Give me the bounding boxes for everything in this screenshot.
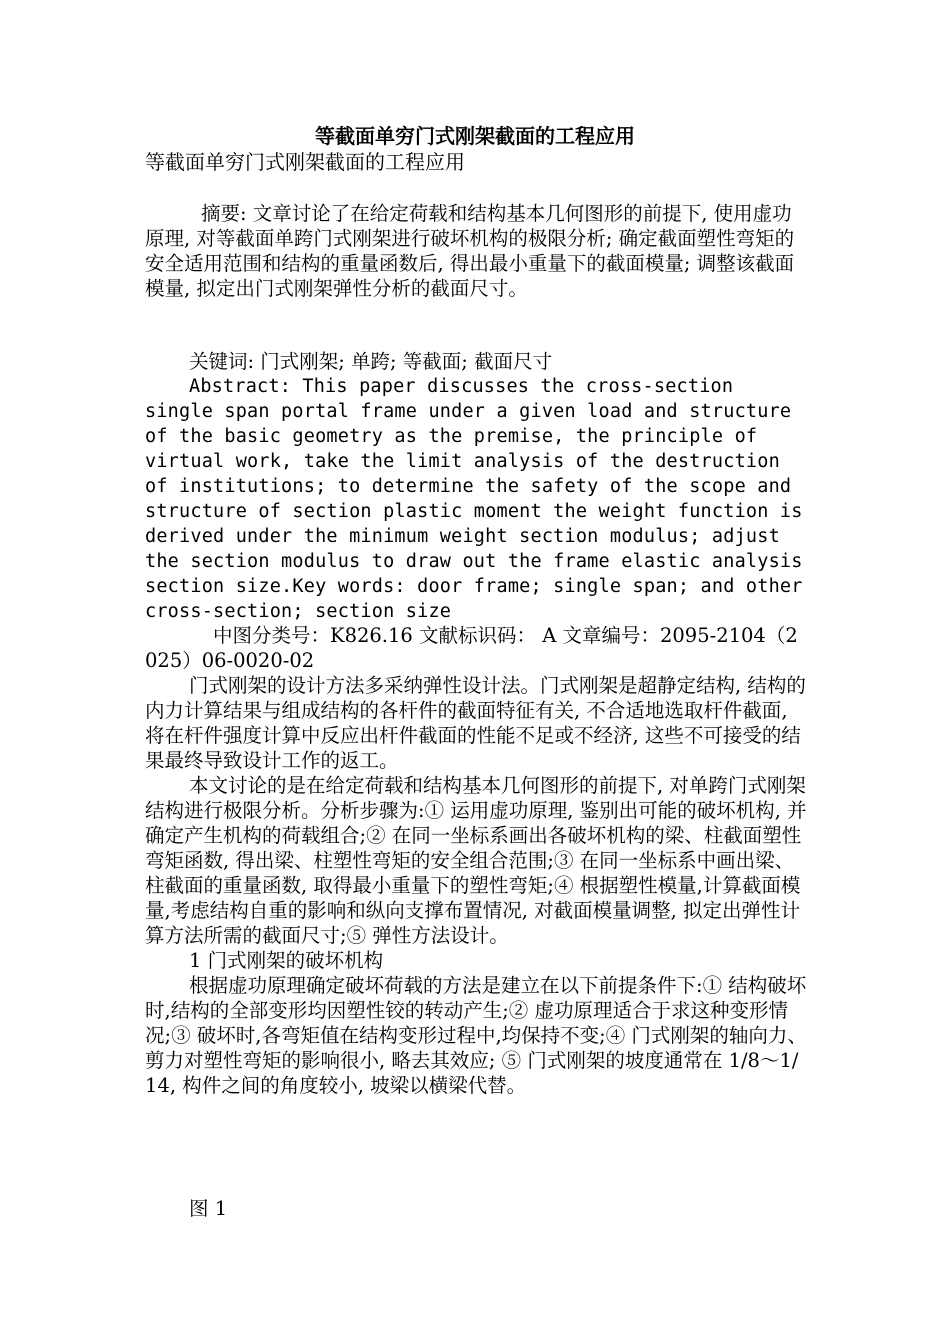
classification-info: 中图分类号：K826.16 文献标识码： A 文章编号：2095-2104（2025）06-0020-02 — [145, 624, 798, 672]
abstract-english: Abstract: This paper discusses the cross-section single span portal frame under a given load and structure of the basic geometry as the premise, the principle of virtual work, take the limit analysis of the destruction of institutions; to determine the safety of the scope and structure of section plastic moment the weight function is derived under the minimum weight section modulus; adjust the section modulus to draw out the frame elastic analysis section size.Key words: door frame; single span; and other cross-section; section size — [145, 376, 803, 622]
figure-label: 图 1 — [189, 1197, 228, 1220]
keywords: 关键词: 门式刚架; 单跨; 等截面; 截面尺寸 — [189, 350, 553, 373]
document-title: 等截面单穷门式刚架截面的工程应用 — [315, 124, 635, 148]
document-subtitle: 等截面单穷门式刚架截面的工程应用 — [145, 150, 465, 174]
abstract-chinese: 摘要: 文章讨论了在给定荷载和结构基本几何图形的前提下, 使用虚功原理, 对等截面单跨门式刚架进行破坏机构的极限分析; 确定截面塑性弯矩的安全适用范围和结构的重量函数后, 得出最小重量下的截面模量; 调整该截面模量, 拟定出门式刚架弹性分析的截面尺寸。 — [145, 202, 795, 300]
paragraph-intro: 门式刚架的设计方法多采纳弹性设计法。门式刚架是超静定结构, 结构的内力计算结果与组成结构的各杆件的截面特征有关, 不合适地选取杆件截面, 将在杆件强度计算中反应出杆件截面的性能不足或不经济, 这些不可接受的结果最终导致设计工作的返工。 — [145, 674, 806, 772]
paragraph-method: 本文讨论的是在给定荷载和结构基本几何图形的前提下, 对单跨门式刚架结构进行极限分析。分析步骤为:① 运用虚功原理, 鉴别出可能的破坏机构, 并确定产生机构的荷载组合;② 在同一坐标系画出各破坏机构的梁、柱截面塑性弯矩函数, 得出梁、柱塑性弯矩的安全组合范围;③ 在同一坐标系中画出梁、柱截面的重量函数, 取得最小重量下的塑性弯矩;④ 根据塑性模量,计算截面模量,考虑结构自重的影响和纵向支撑布置情况, 对截面模量调整, 拟定出弹性计算方法所需的截面尺寸;⑤ 弹性方法设计。 — [145, 774, 807, 947]
section-heading: 1 门式刚架的破坏机构 — [189, 949, 384, 972]
paragraph-premises: 根据虚功原理确定破坏荷载的方法是建立在以下前提条件下:① 结构破坏时,结构的全部变形均因塑性铰的转动产生;② 虚功原理适合于求这种变形情况;③ 破坏时,各弯矩值在结构变形过程中,均保持不变;④ 门式刚架的轴向力、剪力对塑性弯矩的影响很小, 略去其效应; ⑤ 门式刚架的坡度通常在 1/8～1/14, 构件之间的角度较小, 坡梁以横梁代替。 — [145, 974, 807, 1097]
